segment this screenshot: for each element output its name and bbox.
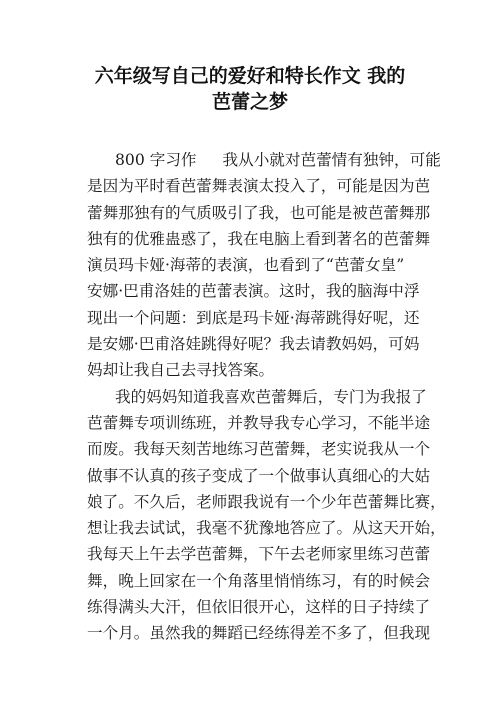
paragraph-line: 现出一个问题：到底是玛卡娅·海蒂跳得好呢，还 xyxy=(87,308,420,327)
paragraph-line: 想让我去试试，我毫不犹豫地答应了。从这天开始， xyxy=(87,519,446,538)
paragraph-line: 独有的优雅蛊惑了，我在电脑上看到著名的芭蕾舞 xyxy=(87,229,431,248)
word-count-label: 800 字习作 xyxy=(115,151,197,169)
paragraph-line: 舞，晚上回家在一个角落里悄悄练习，有的时候会 xyxy=(87,571,431,590)
paragraph-line: 蕾舞那独有的气质吸引了我，也可能是被芭蕾舞那 xyxy=(87,203,431,222)
paragraph-line: 一个月。虽然我的舞蹈已经练得差不多了，但我现 xyxy=(87,624,431,643)
paragraph-line: 练得满头大汗，但依旧很开心，这样的日子持续了 xyxy=(87,598,431,617)
paragraph-line: 而废。我每天刻苦地练习芭蕾舞，老实说我从一个 xyxy=(87,440,431,459)
paragraph-line-text: 我从小就对芭蕾情有独钟，可能 xyxy=(222,151,441,169)
paragraph-line: 是安娜·巴甫洛娃跳得好呢？我去请教妈妈，可妈 xyxy=(87,335,420,354)
title-line-2: 芭蕾之梦 xyxy=(211,91,288,114)
document-body xyxy=(87,147,446,647)
document-title xyxy=(70,63,430,116)
paragraph-1 xyxy=(87,147,441,384)
title-line-1: 六年级写自己的爱好和特长作文 我的 xyxy=(94,65,406,87)
paragraph-line: 演员玛卡娅·海蒂的表演，也看到了“芭蕾女皇” xyxy=(87,256,405,275)
paragraph-line: 我的妈妈知道我喜欢芭蕾舞后，专门为我报了 xyxy=(115,387,427,406)
paragraph-2 xyxy=(87,384,446,647)
paragraph-line: 安娜·巴甫洛娃的芭蕾表演。这时，我的脑海中浮 xyxy=(87,282,420,301)
paragraph-line: 芭蕾舞专项训练班，并教导我专心学习，不能半途 xyxy=(87,413,431,432)
paragraph-line: 娘了。不久后，老师跟我说有一个少年芭蕾舞比赛， xyxy=(87,492,446,511)
paragraph-line: 是因为平时看芭蕾舞表演太投入了，可能是因为芭 xyxy=(87,177,431,196)
paragraph-line: 我每天上午去学芭蕾舞，下午去老师家里练习芭蕾 xyxy=(87,545,431,564)
paragraph-line xyxy=(87,147,441,173)
paragraph-line: 妈却让我自己去寻找答案。 xyxy=(87,361,275,380)
paragraph-line: 做事不认真的孩子变成了一个做事认真细心的大姑 xyxy=(87,466,431,485)
